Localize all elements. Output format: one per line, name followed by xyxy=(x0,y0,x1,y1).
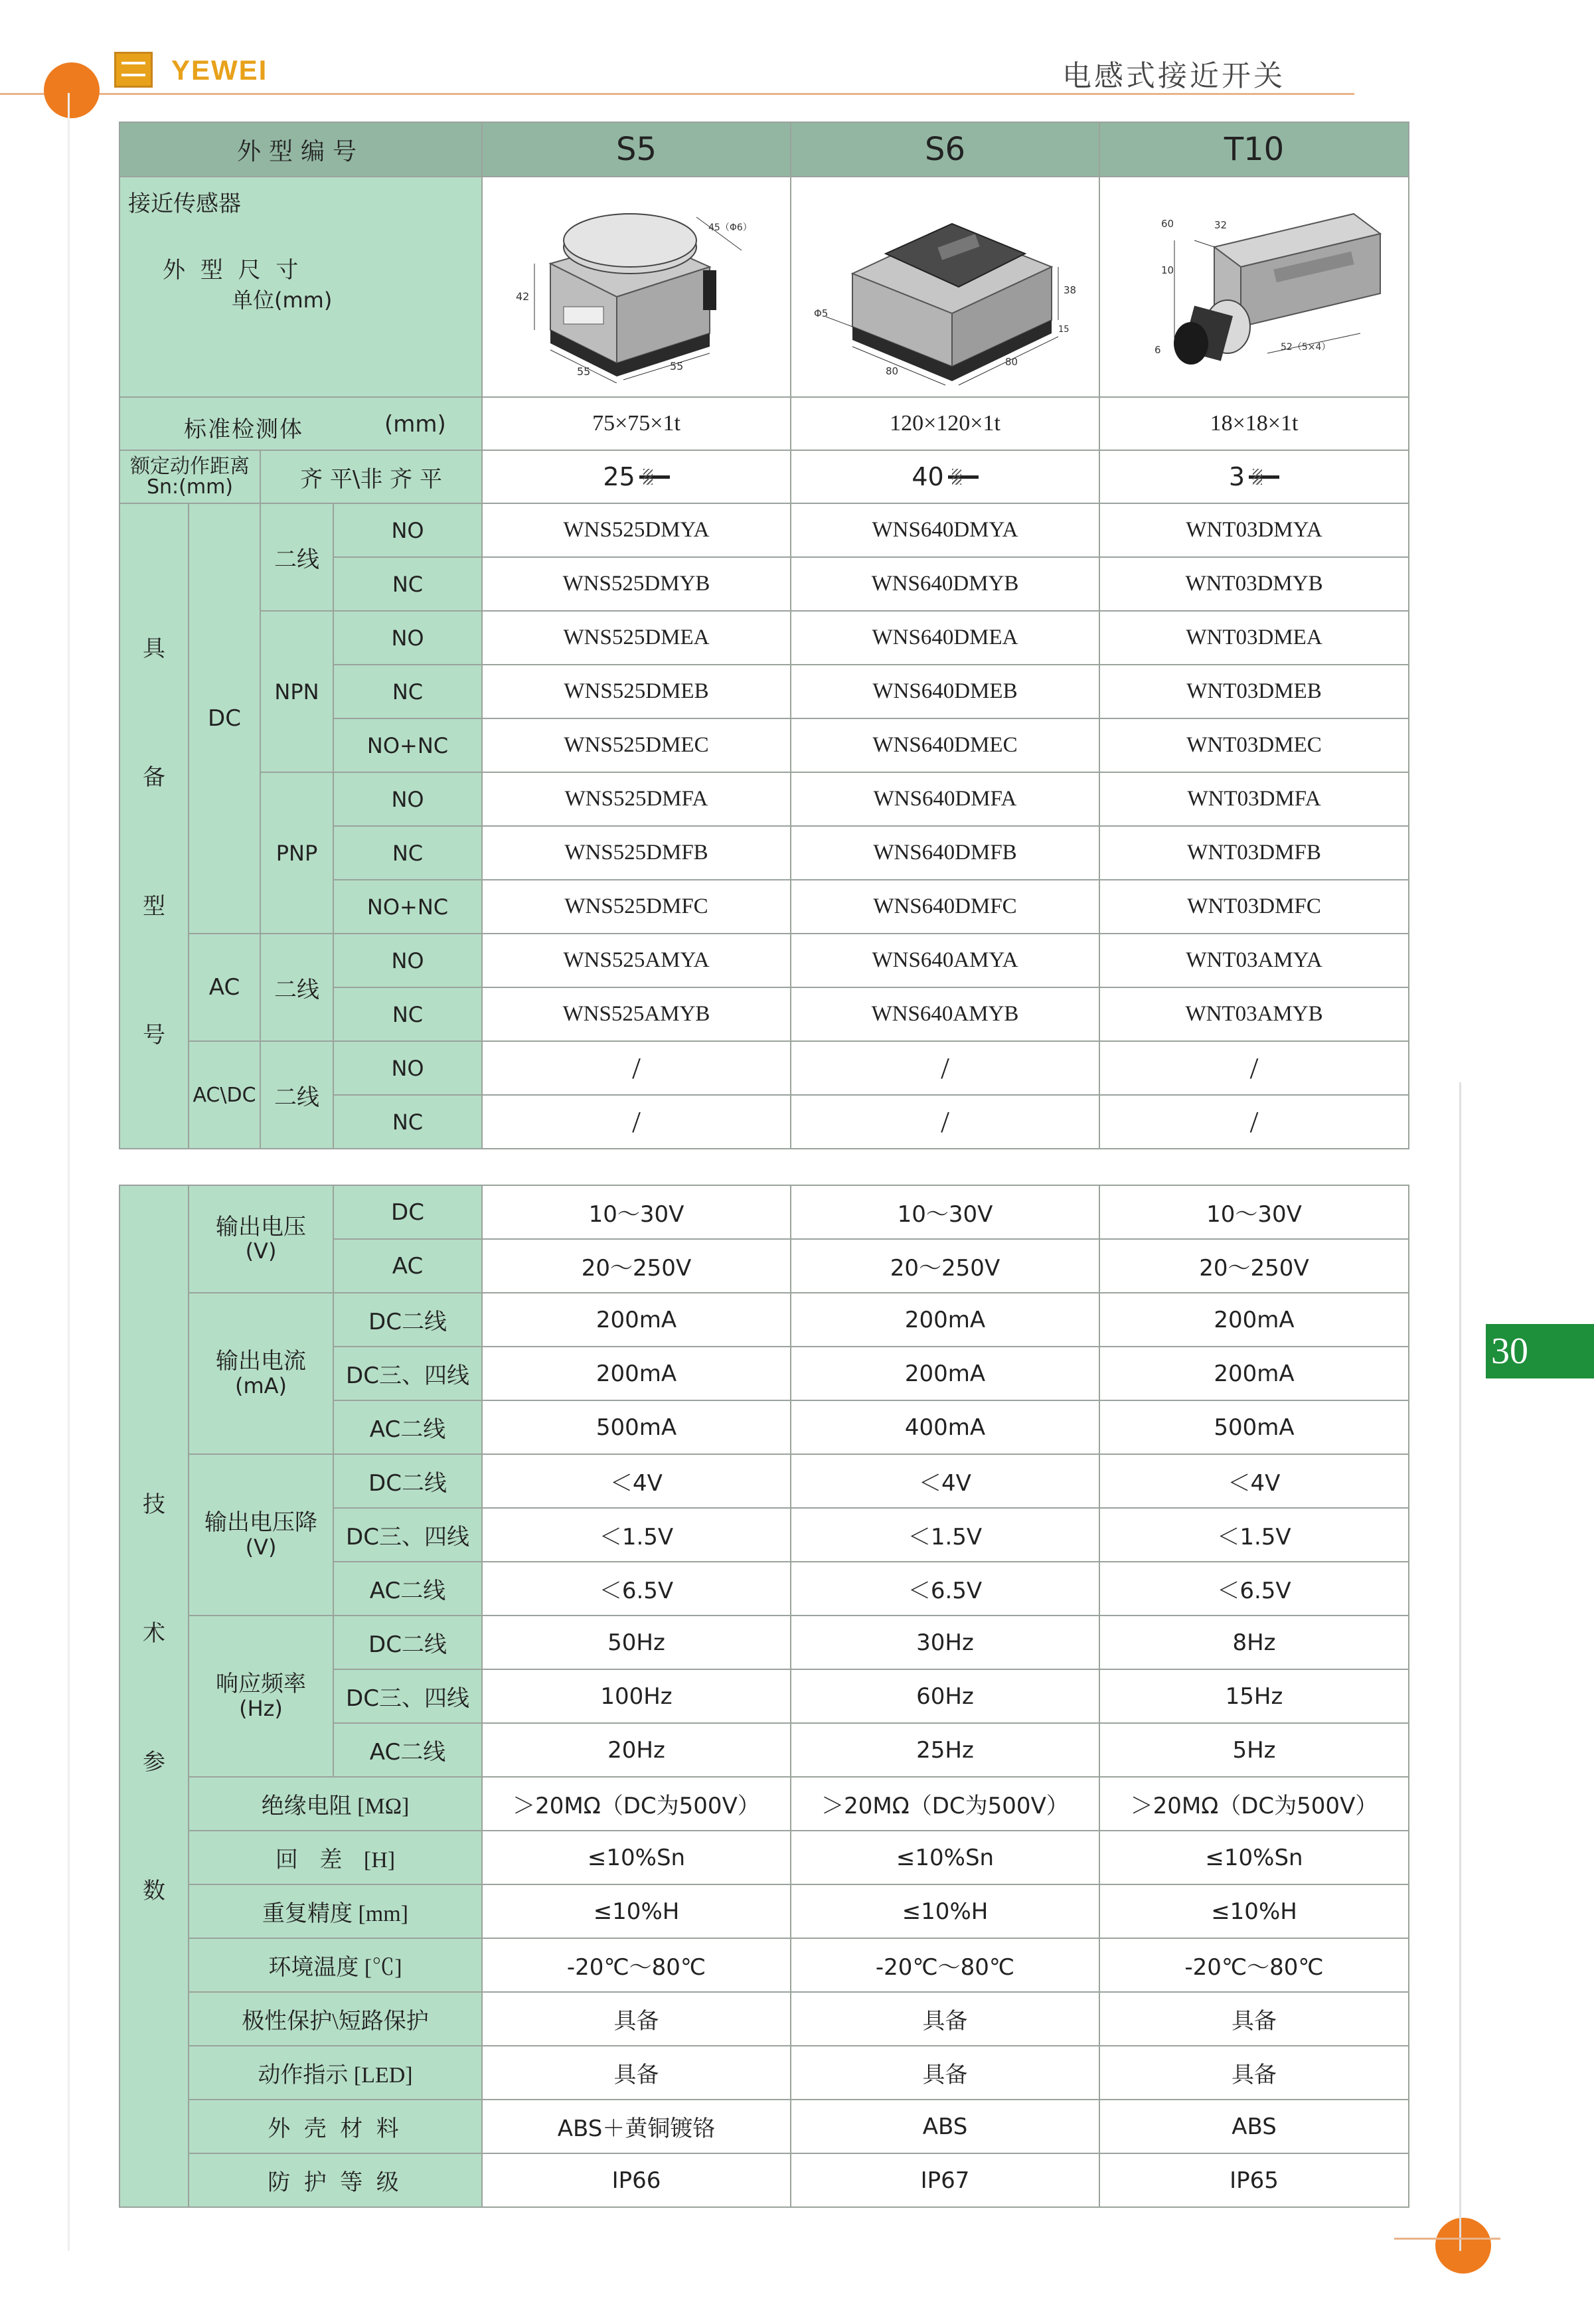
t10-sensor-image xyxy=(1115,187,1394,386)
spec-cell: 20～250V xyxy=(791,1239,1099,1293)
spec-cell: 20Hz xyxy=(482,1723,791,1777)
specs-table xyxy=(119,1185,1409,2208)
spec-cell: ＞20MΩ（DC为500V） xyxy=(1099,1777,1409,1831)
model-cell: WNT03DMEA xyxy=(1099,611,1409,665)
std-t10: 18×18×1t xyxy=(1099,397,1409,450)
model-cell: / xyxy=(482,1041,791,1095)
right-rule xyxy=(1459,1082,1461,2251)
spec-cell: ＜4V xyxy=(482,1454,791,1508)
model-cell: WNS640DMEA xyxy=(791,611,1099,665)
model-cell: WNS640AMYB xyxy=(791,987,1099,1041)
spec-cell: 200mA xyxy=(1099,1293,1409,1347)
left-rule xyxy=(68,93,70,2251)
dim-label: 外 型 尺 寸 xyxy=(163,257,303,284)
model-cell: WNT03DMFA xyxy=(1099,772,1409,826)
spec-cell: 10～30V xyxy=(1099,1185,1409,1239)
group-char: 参 xyxy=(143,1749,165,1776)
model-cell: WNS640AMYA xyxy=(791,934,1099,987)
led-indicator-label: 动作指示 [LED] xyxy=(189,2046,482,2100)
available-models-label xyxy=(120,503,189,1149)
s6-dim-height: 38 xyxy=(1063,284,1076,296)
t10-dim-height: 60 xyxy=(1161,218,1174,230)
spec-cell: ＜1.5V xyxy=(482,1508,791,1562)
rated-label: 额定动作距离 xyxy=(130,454,250,478)
model-cell: / xyxy=(1099,1041,1409,1095)
model-cell: WNS525DMEA xyxy=(482,611,791,665)
output-current-label xyxy=(189,1293,333,1454)
spec-cell: 具备 xyxy=(1099,1992,1409,2046)
spec-cell: 50Hz xyxy=(482,1616,791,1669)
spec-cell: 500mA xyxy=(1099,1400,1409,1454)
std-target-unit: (mm) xyxy=(384,411,446,438)
page-title: 电感式接近开关 xyxy=(1062,59,1285,93)
acdc-label: AC\DC xyxy=(189,1041,260,1149)
spec-cell: 20～250V xyxy=(1099,1239,1409,1293)
voltage-drop-unit: (V) xyxy=(245,1534,277,1560)
hysteresis-label: 回 差 [H] xyxy=(189,1831,482,1884)
spec-cell: ≤10%H xyxy=(791,1884,1099,1938)
t10-dim-base: 6 xyxy=(1155,344,1161,356)
spec-cell: ＞20MΩ（DC为500V） xyxy=(791,1777,1099,1831)
protection-label: 极性保护\短路保护 xyxy=(189,1992,482,2046)
spec-cell: 100Hz xyxy=(482,1669,791,1723)
model-cell: WNS525DMFA xyxy=(482,772,791,826)
rated-s5-value: 25 xyxy=(603,462,635,491)
model-cell: WNT03DMEC xyxy=(1099,718,1409,772)
model-cell: WNT03DMFC xyxy=(1099,880,1409,934)
s5-dim-depth: 55 xyxy=(669,360,683,373)
nc-label: NC xyxy=(333,826,482,880)
rated-distance-label xyxy=(120,450,260,503)
model-cell: WNS640DMYA xyxy=(791,503,1099,557)
spec-cell: 具备 xyxy=(482,1992,791,2046)
spec-cell: IP66 xyxy=(482,2153,791,2207)
spec-cell: 具备 xyxy=(791,2046,1099,2100)
model-s6: S6 xyxy=(791,122,1099,177)
rated-s5 xyxy=(482,450,791,503)
std-s5: 75×75×1t xyxy=(482,397,791,450)
page-number-tab: 30 xyxy=(1486,1324,1594,1378)
s6-dim-base: 15 xyxy=(1058,325,1070,335)
voltage-drop-text: 输出电压降 xyxy=(204,1509,317,1536)
output-voltage-text: 输出电压 xyxy=(216,1213,306,1240)
dc2-label: DC二线 xyxy=(333,1616,482,1669)
dc34-label: DC三、四线 xyxy=(333,1508,482,1562)
spec-cell: 具备 xyxy=(482,2046,791,2100)
dimension-label-cell xyxy=(120,177,482,397)
spec-cell: ≤10%Sn xyxy=(482,1831,791,1884)
spec-cell: ABS＋黄铜镀铬 xyxy=(482,2100,791,2153)
voltage-drop-label xyxy=(189,1454,333,1616)
nc-label: NC xyxy=(333,557,482,611)
spec-cell: 25Hz xyxy=(791,1723,1099,1777)
protection-class-label: 防 护 等 级 xyxy=(189,2153,482,2207)
rated-mount: 齐 平\非 齐 平 xyxy=(260,450,482,503)
group-char: 具 xyxy=(143,635,165,662)
model-s5: S5 xyxy=(482,122,791,177)
group-char: 术 xyxy=(143,1620,165,1647)
model-cell: WNS640DMYB xyxy=(791,557,1099,611)
no-label: NO xyxy=(333,934,482,987)
s5-drawing xyxy=(482,177,791,397)
response-freq-label xyxy=(189,1616,333,1777)
spec-cell: IP65 xyxy=(1099,2153,1409,2207)
model-cell: WNT03DMEB xyxy=(1099,665,1409,718)
dc-label: DC xyxy=(333,1185,482,1239)
dc2-label: DC二线 xyxy=(333,1454,482,1508)
model-cell: WNS525DMFC xyxy=(482,880,791,934)
rated-unit: Sn:(mm) xyxy=(146,475,234,499)
dc34-label: DC三、四线 xyxy=(333,1669,482,1723)
model-cell: WNS525DMEC xyxy=(482,718,791,772)
spec-cell: 400mA xyxy=(791,1400,1099,1454)
spec-cell: 8Hz xyxy=(1099,1616,1409,1669)
model-cell: WNS640DMEB xyxy=(791,665,1099,718)
ac2-label: AC二线 xyxy=(333,1723,482,1777)
spec-cell: 200mA xyxy=(791,1347,1099,1400)
spec-cell: ≤10%Sn xyxy=(1099,1831,1409,1884)
model-cell: WNT03DMYA xyxy=(1099,503,1409,557)
spec-cell: ABS xyxy=(791,2100,1099,2153)
model-cell: / xyxy=(482,1095,791,1149)
model-cell: / xyxy=(791,1041,1099,1095)
orange-circle-bottom xyxy=(1435,2218,1491,2274)
output-current-unit: (mA) xyxy=(234,1372,287,1398)
model-cell: / xyxy=(791,1095,1099,1149)
spec-cell: 200mA xyxy=(791,1293,1099,1347)
spec-cell: ＜6.5V xyxy=(791,1562,1099,1616)
s6-dim-cable: Φ5 xyxy=(813,307,828,319)
spec-cell: ≤10%H xyxy=(482,1884,791,1938)
nonc-label: NO+NC xyxy=(333,718,482,772)
spec-cell: ≤10%Sn xyxy=(791,1831,1099,1884)
std-target-cell xyxy=(120,397,482,450)
s5-dim-cable: 45（Φ6） xyxy=(708,222,752,233)
t10-drawing xyxy=(1099,177,1409,397)
model-cell: WNT03AMYA xyxy=(1099,934,1409,987)
pnp-label: PNP xyxy=(260,772,333,934)
ac2-label: AC二线 xyxy=(333,1562,482,1616)
spec-cell: 30Hz xyxy=(791,1616,1099,1669)
group-char: 型 xyxy=(143,893,165,920)
dc-label: DC xyxy=(189,503,260,934)
spec-cell: -20℃～80℃ xyxy=(1099,1938,1409,1992)
two-wire-label: 二线 xyxy=(260,503,333,611)
spec-cell: IP67 xyxy=(791,2153,1099,2207)
spec-cell: 15Hz xyxy=(1099,1669,1409,1723)
s5-dim-width: 55 xyxy=(576,365,590,378)
two-wire-label: 二线 xyxy=(260,1041,333,1149)
orange-circle-top xyxy=(44,62,100,118)
spec-cell: 500mA xyxy=(482,1400,791,1454)
spec-cell: 10～30V xyxy=(482,1185,791,1239)
ac2-label: AC二线 xyxy=(333,1400,482,1454)
dim-unit: 单位(mm) xyxy=(232,288,333,313)
spec-cell: 具备 xyxy=(791,1992,1099,2046)
model-cell: WNS525DMFB xyxy=(482,826,791,880)
dc2-label: DC二线 xyxy=(333,1293,482,1347)
spec-cell: 200mA xyxy=(482,1293,791,1347)
model-cell: WNT03DMYB xyxy=(1099,557,1409,611)
group-char: 号 xyxy=(143,1022,165,1048)
spec-cell: 20～250V xyxy=(482,1239,791,1293)
spec-cell: 10～30V xyxy=(791,1185,1099,1239)
spec-cell: ABS xyxy=(1099,2100,1409,2153)
model-cell: WNT03AMYB xyxy=(1099,987,1409,1041)
rated-s6-value: 40 xyxy=(912,462,944,491)
t10-dim-thickness: 10 xyxy=(1161,264,1174,276)
t10-dim-depth: 32 xyxy=(1214,219,1228,231)
spec-cell: ＜1.5V xyxy=(1099,1508,1409,1562)
spec-cell: ＜6.5V xyxy=(1099,1562,1409,1616)
model-t10: T10 xyxy=(1099,122,1409,177)
spec-cell: 5Hz xyxy=(1099,1723,1409,1777)
dc34-label: DC三、四线 xyxy=(333,1347,482,1400)
model-cell: WNS525AMYA xyxy=(482,934,791,987)
no-label: NO xyxy=(333,611,482,665)
response-freq-text: 响应频率 xyxy=(216,1671,306,1698)
s5-dim-height: 42 xyxy=(515,290,529,303)
rated-t10-value: 3 xyxy=(1228,462,1245,491)
rated-t10 xyxy=(1099,450,1409,503)
nc-label: NC xyxy=(333,987,482,1041)
model-cell: / xyxy=(1099,1095,1409,1149)
model-cell: WNS525DMYA xyxy=(482,503,791,557)
insulation-label: 绝缘电阻 [MΩ] xyxy=(189,1777,482,1831)
spec-cell: ＜1.5V xyxy=(791,1508,1099,1562)
output-voltage-label xyxy=(189,1185,333,1293)
s6-drawing xyxy=(791,177,1099,397)
model-cell: WNS525AMYB xyxy=(482,987,791,1041)
no-label: NO xyxy=(333,1041,482,1095)
brand-name: YEWEI xyxy=(171,54,268,86)
model-cell: WNS640DMFB xyxy=(791,826,1099,880)
std-s6: 120×120×1t xyxy=(791,397,1099,450)
t10-dim-length: 52（5×4） xyxy=(1281,342,1331,353)
header-label: 外型编号 xyxy=(120,122,482,177)
group-char: 数 xyxy=(143,1878,165,1904)
nc-label: NC xyxy=(333,665,482,718)
model-cell: WNS640DMEC xyxy=(791,718,1099,772)
group-char: 备 xyxy=(143,764,165,791)
spec-cell: 200mA xyxy=(482,1347,791,1400)
spec-cell: ＞20MΩ（DC为500V） xyxy=(482,1777,791,1831)
model-cell: WNS525DMEB xyxy=(482,665,791,718)
nonc-label: NO+NC xyxy=(333,880,482,934)
spec-cell: -20℃～80℃ xyxy=(482,1938,791,1992)
spec-cell: 200mA xyxy=(1099,1347,1409,1400)
ac-label: AC xyxy=(189,934,260,1041)
ambient-temp-label: 环境温度 [℃] xyxy=(189,1938,482,1992)
repeat-accuracy-label: 重复精度 [mm] xyxy=(189,1884,482,1938)
ac-label: AC xyxy=(333,1239,482,1293)
s6-dim-width: 80 xyxy=(885,365,898,377)
brand-logo-icon xyxy=(114,52,153,88)
output-current-text: 输出电流 xyxy=(216,1348,306,1375)
spec-cell: -20℃～80℃ xyxy=(791,1938,1099,1992)
response-freq-unit: (Hz) xyxy=(239,1695,283,1721)
two-wire-label: 二线 xyxy=(260,934,333,1041)
s5-sensor-image xyxy=(511,191,763,383)
npn-label: NPN xyxy=(260,611,333,772)
sensor-label: 接近传感器 xyxy=(128,191,241,217)
spec-cell: ≤10%H xyxy=(1099,1884,1409,1938)
std-target-label: 标准检测体 xyxy=(184,416,303,443)
spec-cell: 具备 xyxy=(1099,2046,1409,2100)
rated-s6 xyxy=(791,450,1099,503)
spec-cell: ＜6.5V xyxy=(482,1562,791,1616)
model-cell: WNS525DMYB xyxy=(482,557,791,611)
s6-dim-depth: 80 xyxy=(1004,356,1018,368)
mount-symbol-icon xyxy=(1249,469,1279,485)
mount-symbol-icon xyxy=(639,469,670,485)
group-char: 技 xyxy=(143,1491,165,1518)
output-voltage-unit: (V) xyxy=(245,1238,277,1264)
spec-cell: ＜4V xyxy=(791,1454,1099,1508)
model-cell: WNT03DMFB xyxy=(1099,826,1409,880)
spec-cell: ＜4V xyxy=(1099,1454,1409,1508)
footer-rule xyxy=(1394,2238,1500,2240)
model-cell: WNS640DMFA xyxy=(791,772,1099,826)
model-cell: WNS640DMFC xyxy=(791,880,1099,934)
mount-symbol-icon xyxy=(948,469,979,485)
model-table xyxy=(119,122,1409,1149)
s6-sensor-image xyxy=(806,187,1085,386)
housing-material-label: 外 壳 材 料 xyxy=(189,2100,482,2153)
nc-label: NC xyxy=(333,1095,482,1149)
spec-cell: 60Hz xyxy=(791,1669,1099,1723)
no-label: NO xyxy=(333,503,482,557)
no-label: NO xyxy=(333,772,482,826)
tech-params-label xyxy=(120,1185,189,2207)
